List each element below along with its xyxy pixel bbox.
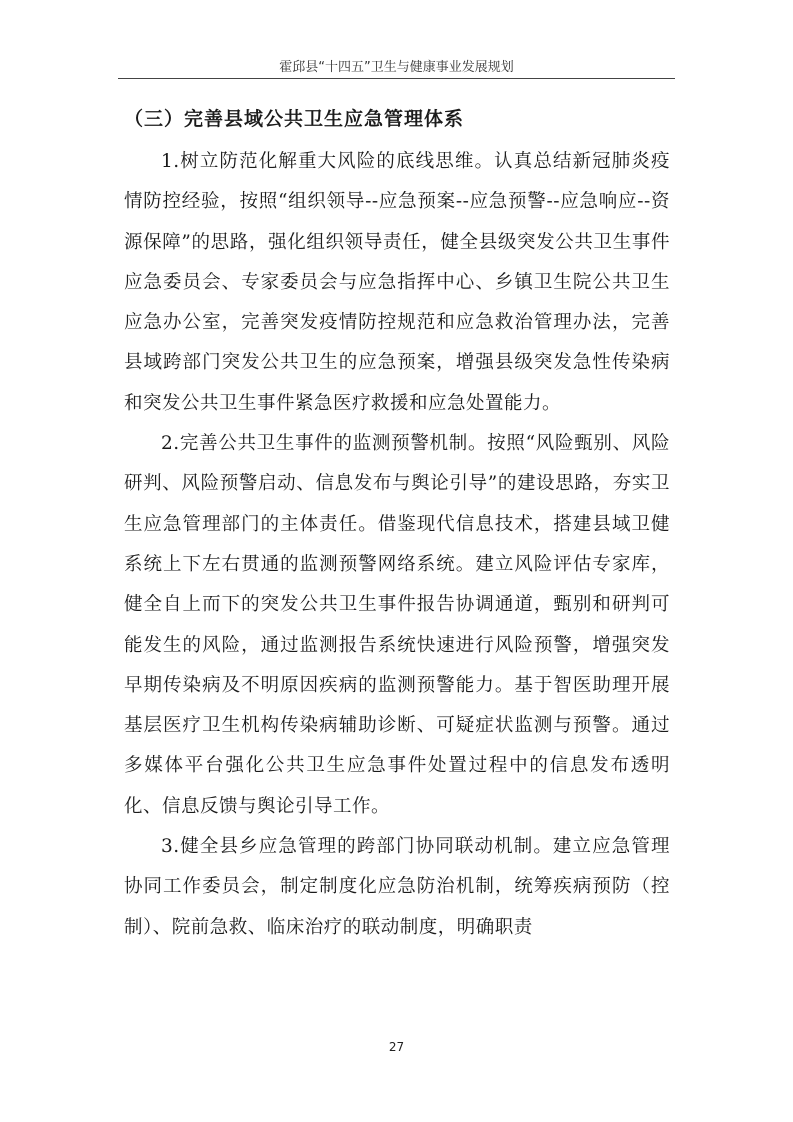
page-body xyxy=(124,96,670,948)
paragraph-2: 2.完善公共卫生事件的监测预警机制。按照“风险甄别、风险研判、风险预警启动、信息发布与舆论引导”的建设思路，夯实卫生应急管理部门的主体责任。借鉴现代信息技术，搭建县域卫健系统上下左右贯通的监测预警网络系统。建立风险评估专家库，健全自上而下的突发公共卫生事件报告协调通道，甄别和研判可能发生的风险，通过监测报告系统快速进行风险预警，增强突发早期传染病及不明原因疾病的监测预警能力。基于智医助理开展基层医疗卫生机构传染病辅助诊断、可疑症状监测与预警。通过多媒体平台强化公共卫生应急事件处置过程中的信息发布透明化、信息反馈与舆论引导工作。 xyxy=(124,433,670,817)
paragraph-1: 1.树立防范化解重大风险的底线思维。认真总结新冠肺炎疫情防控经验，按照“组织领导--应急预案--应急预警--应急响应--资源保障”的思路，强化组织领导责任，健全县级突发公共卫生事件应急委员会、专家委员会与应急指挥中心、乡镇卫生院公共卫生应急办公室，完善突发疫情防控规范和应急救治管理办法，完善县域跨部门突发公共卫生的应急预案，增强县级突发急性传染病和突发公共卫生事件紧急医疗救援和应急处置能力。 xyxy=(124,151,670,414)
paragraph-3: 3.健全县乡应急管理的跨部门协同联动机制。建立应急管理协同工作委员会，制定制度化应急防治机制，统筹疾病预防（控制）、院前急救、临床治疗的联动制度，明确职责 xyxy=(124,836,670,938)
page-number: 27 xyxy=(388,1040,405,1054)
running-header: 霍邱县“十四五”卫生与健康事业发展规划 xyxy=(279,60,514,75)
header-divider xyxy=(118,78,675,79)
section-title: （三）完善县域公共卫生应急管理体系 xyxy=(124,108,465,130)
